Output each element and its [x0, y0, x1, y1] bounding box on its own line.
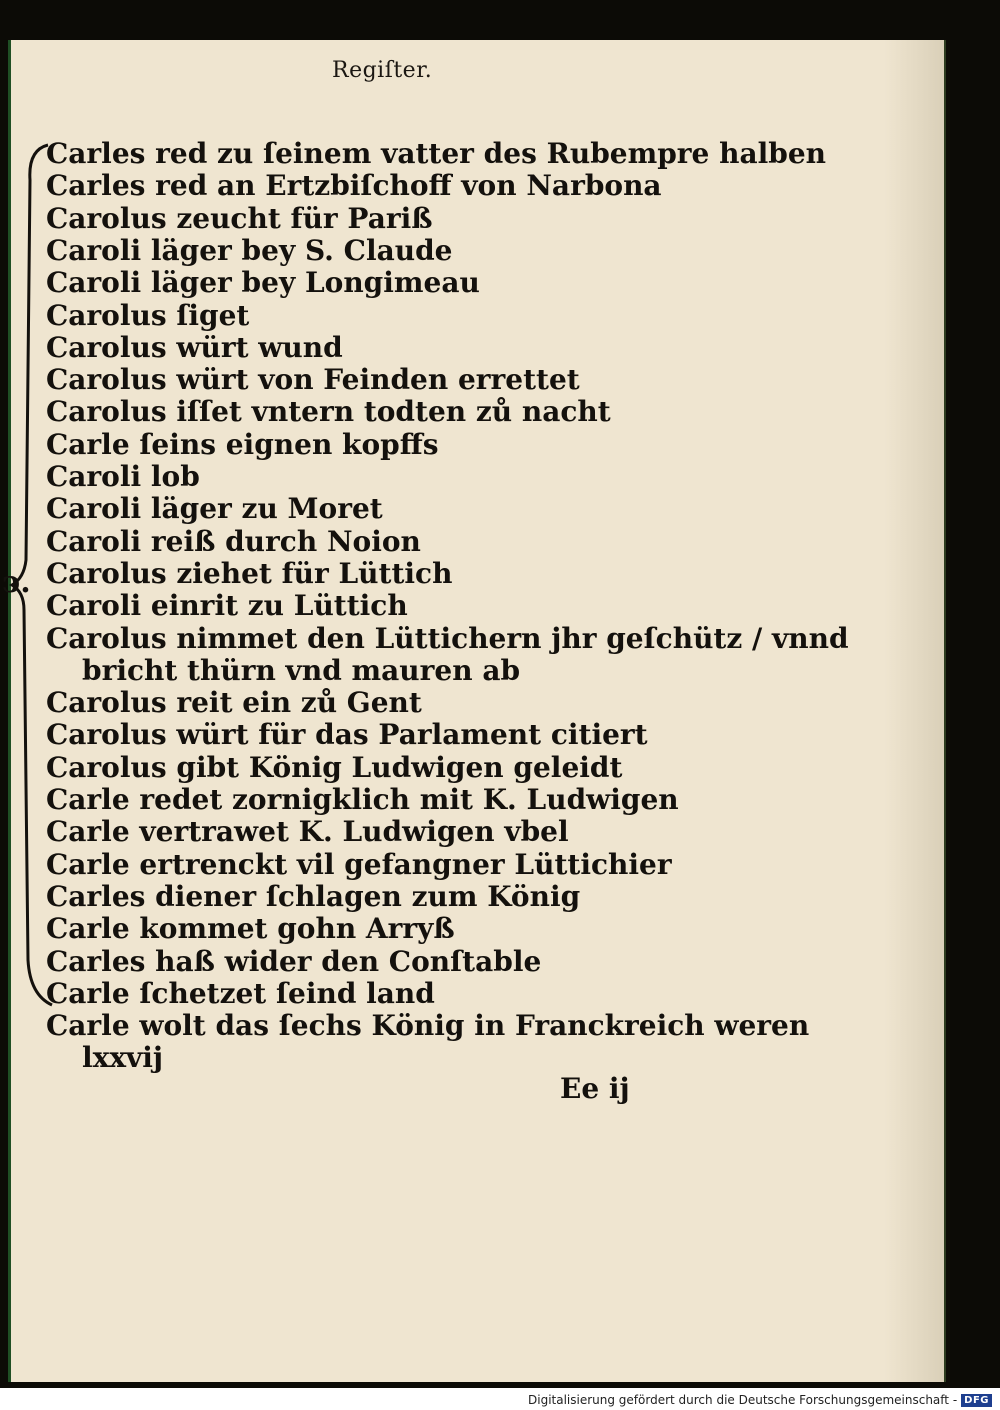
entry-text: Carolus gibt König Ludwigen geleidt: [46, 750, 623, 784]
entry-text: Carolus nimmet den Lüttichern jhr geſchütz / vnnd: [46, 621, 849, 655]
entry-text: Carolus iſſet vntern todten zů nacht: [46, 395, 611, 429]
dfg-logo: DFG: [961, 1394, 992, 1407]
entry-text: Carle ſeins eignen kopffs: [46, 427, 439, 461]
entry-text: Carle redet zornigklich mit K. Ludwigen: [46, 783, 679, 816]
entry-text: Carle vertrawet K. Ludwigen vbel: [46, 815, 569, 849]
entry-text: Carles red zu ſeinem vatter des Rubempre halben: [46, 137, 827, 170]
entry-text: Caroli läger bey Longimeau: [46, 266, 480, 300]
entry-text: Caroli läger zu Moret: [46, 492, 383, 526]
footer-credit-text: Digitalisierung gefördert durch die Deutsche Forschungsgemeinschaft -: [528, 1393, 958, 1407]
entry-text: Caroli reiß durch Noion: [46, 524, 421, 558]
entry-text: Carle ſchetzet ſeind land: [46, 976, 435, 1010]
entry-text: Carolus reit ein zů Gent: [46, 686, 422, 720]
entry-text: Carles haß wider den Conſtable: [46, 944, 542, 978]
entry-text: Carolus ziehet für Lüttich: [46, 556, 453, 590]
entry-text: Carle kommet gohn Arryß: [46, 912, 455, 946]
entry-text: Carles red an Ertzbiſchoff von Narbona: [46, 169, 662, 203]
margin-mark: ↄ.: [2, 565, 31, 600]
entry-text: bricht thürn vnd mauren ab: [82, 653, 521, 687]
entry-text: Caroli läger bey S. Claude: [46, 233, 453, 267]
entry-text: Carle ertrenckt vil gefangner Lüttichier: [46, 847, 672, 881]
entry-text: Carolus zeucht für Pariß: [46, 201, 433, 235]
entry-text: Caroli lob: [46, 460, 200, 493]
entry-text: Carolus würt wund: [46, 330, 343, 364]
entry-text: Carolus ſiget: [46, 298, 250, 332]
entry-text: Carle wolt das ſechs König in Franckreich weren: [46, 1009, 810, 1043]
entry-text: Carles diener ſchlagen zum König: [46, 879, 581, 913]
entry-text: Carolus würt von Feinden errettet: [46, 363, 580, 397]
entry-text: Caroli einrit zu Lüttich: [46, 589, 408, 623]
footer-credit: [528, 1392, 992, 1408]
page-edge-shadow: [884, 40, 944, 1382]
running-head: Regiſter.: [332, 58, 433, 83]
entry-text: lxxvij: [82, 1041, 164, 1075]
entry-text: Carolus würt für das Parlament citiert: [46, 718, 648, 752]
signature-mark: Ee ij: [560, 1072, 630, 1105]
